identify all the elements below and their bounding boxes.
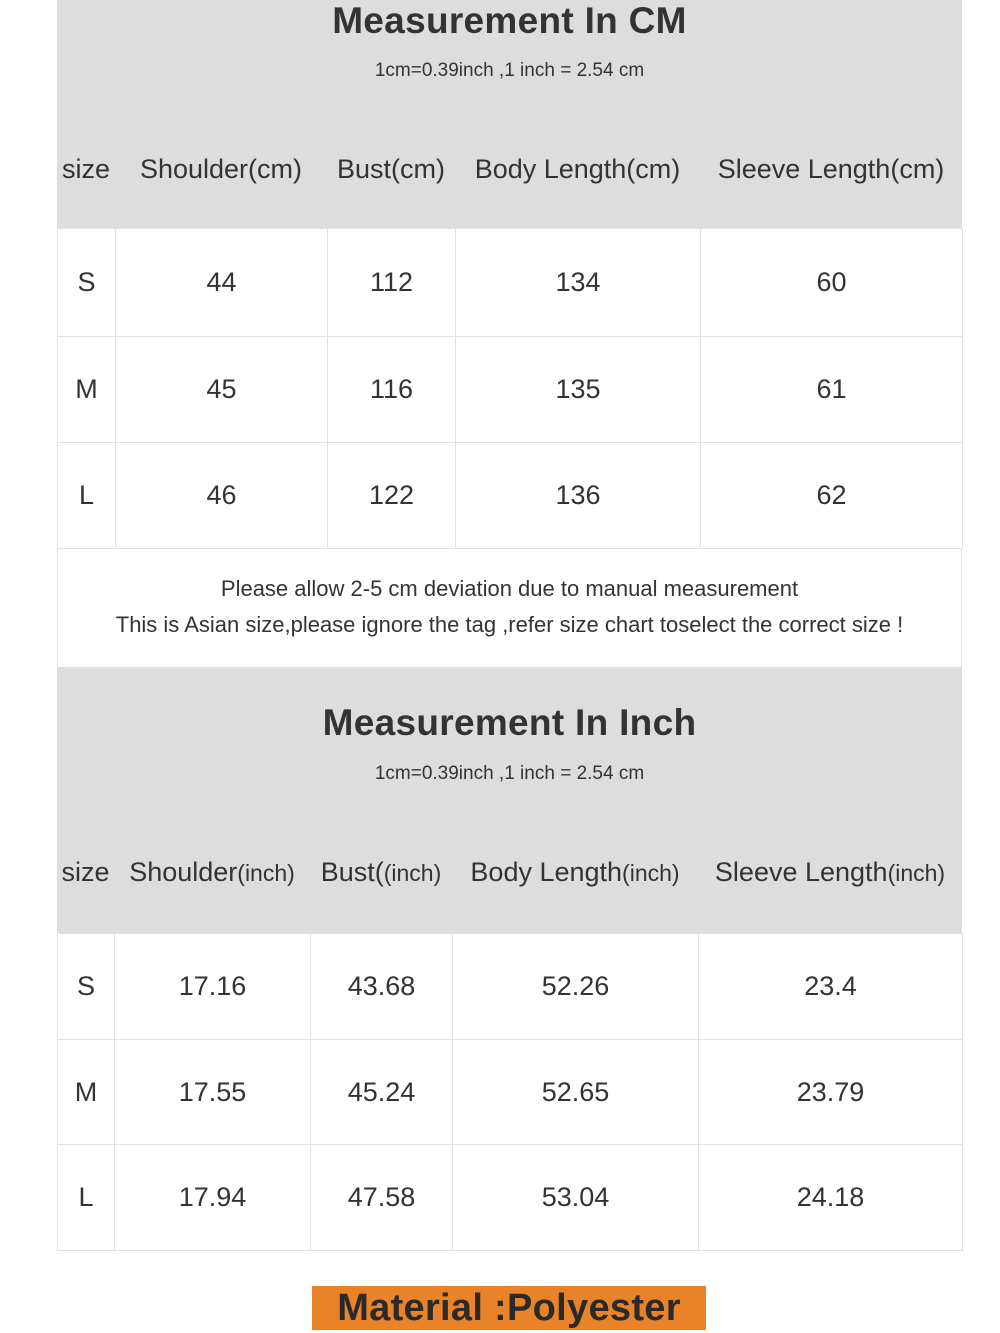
col-header-unit: (inch) xyxy=(237,860,295,886)
material-label: Material :Polyester xyxy=(312,1286,706,1330)
size-cell: M xyxy=(58,1040,115,1145)
table-row xyxy=(58,337,963,443)
size-cell: S xyxy=(58,229,116,337)
body-length-cell: 134 xyxy=(456,229,701,337)
col-header-size xyxy=(57,857,114,888)
cm-conversion-note: 1cm=0.39inch ,1 inch = 2.54 cm xyxy=(374,60,645,81)
col-header-unit: (inch) xyxy=(622,860,680,886)
sleeve-length-cell: 23.79 xyxy=(699,1040,963,1145)
shoulder-cell: 17.55 xyxy=(115,1040,311,1145)
col-header-bust: Bust(cm) xyxy=(337,154,445,184)
table-row xyxy=(58,229,963,337)
sleeve-length-cell: 61 xyxy=(701,337,963,443)
col-header-unit: (inch) xyxy=(383,860,442,886)
col-header-body-length xyxy=(452,857,698,888)
inch-table xyxy=(57,933,963,1251)
col-header-bust xyxy=(310,857,452,888)
sleeve-length-cell: 62 xyxy=(701,443,963,549)
col-header-sleeve-length xyxy=(698,857,962,888)
note-line-2: This is Asian size,please ignore the tag ,refer size chart toselect the correct size ! xyxy=(115,612,904,637)
cm-table xyxy=(57,228,963,549)
size-chart xyxy=(57,0,962,1251)
cm-title: Measurement In CM xyxy=(332,0,687,41)
body-length-cell: 52.65 xyxy=(453,1040,699,1145)
inch-conversion-note: 1cm=0.39inch ,1 inch = 2.54 cm xyxy=(374,763,645,784)
note-line-1: Please allow 2-5 cm deviation due to manual measurement xyxy=(220,576,799,601)
sleeve-length-cell: 23.4 xyxy=(699,934,963,1040)
table-row xyxy=(58,934,963,1040)
col-header-unit: (inch) xyxy=(887,860,946,886)
col-header-shoulder: Shoulder(cm) xyxy=(139,154,303,184)
shoulder-cell: 45 xyxy=(116,337,328,443)
col-header-shoulder xyxy=(114,857,310,888)
cm-column-headers xyxy=(57,154,962,185)
body-length-cell: 52.26 xyxy=(453,934,699,1040)
inch-header-band xyxy=(57,667,962,933)
shoulder-cell: 17.16 xyxy=(115,934,311,1040)
size-cell: M xyxy=(58,337,116,443)
table-row xyxy=(58,1040,963,1145)
bust-cell: 45.24 xyxy=(311,1040,453,1145)
cm-header-band xyxy=(57,0,962,228)
bust-cell: 43.68 xyxy=(311,934,453,1040)
inch-column-headers xyxy=(57,857,962,888)
col-header-main: Sleeve Length xyxy=(714,857,888,887)
inch-title: Measurement In Inch xyxy=(322,702,697,743)
sleeve-length-cell: 24.18 xyxy=(699,1145,963,1251)
col-header-body-length: Body Length(cm) xyxy=(474,154,681,184)
size-cell: L xyxy=(58,443,116,549)
shoulder-cell: 44 xyxy=(116,229,328,337)
table-row xyxy=(58,443,963,549)
table-row xyxy=(58,1145,963,1251)
col-header-sleeve-length: Sleeve Length(cm) xyxy=(717,154,945,184)
body-length-cell: 135 xyxy=(456,337,701,443)
deviation-note xyxy=(57,549,962,667)
col-header-main: Body Length xyxy=(470,857,623,887)
bust-cell: 47.58 xyxy=(311,1145,453,1251)
col-header-main: Shoulder xyxy=(129,857,238,887)
size-cell: L xyxy=(58,1145,115,1251)
col-header-size: size xyxy=(61,154,110,184)
bust-cell: 116 xyxy=(328,337,456,443)
body-length-cell: 136 xyxy=(456,443,701,549)
bust-cell: 112 xyxy=(328,229,456,337)
size-cell: S xyxy=(58,934,115,1040)
bust-cell: 122 xyxy=(328,443,456,549)
col-header-main: size xyxy=(61,857,110,887)
shoulder-cell: 17.94 xyxy=(115,1145,311,1251)
body-length-cell: 53.04 xyxy=(453,1145,699,1251)
sleeve-length-cell: 60 xyxy=(701,229,963,337)
col-header-main: Bust( xyxy=(320,857,384,887)
shoulder-cell: 46 xyxy=(116,443,328,549)
